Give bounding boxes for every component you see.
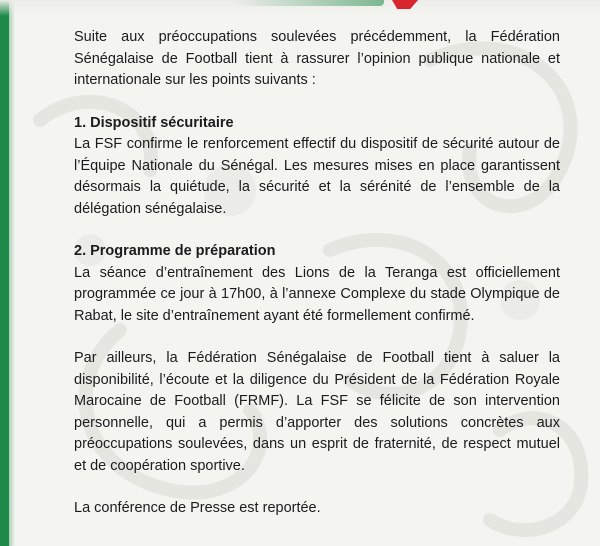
- top-green-accent: [234, 0, 384, 6]
- section-heading-preparation: 2. Programme de préparation: [74, 243, 276, 259]
- paragraph-spacer: [74, 327, 560, 348]
- section-heading-security: 1. Dispositif sécuritaire: [74, 114, 234, 131]
- final-note: La conférence de Presse est reportée.: [74, 500, 321, 516]
- closing-paragraph: Par ailleurs, la Fédération Sénégalaise de Football tient à saluer la disponibilité, l’écoute et la diligence du Président de la Fédération Royale Marocaine de Football (FRMF). La FSF se félicite de son intervention personnelle, qui a permis d’apporter des solutions concrètes aux préoccupations soulevées, dans un esprit de fraternité, de respect mutuel et de coopération sportive.: [74, 350, 560, 474]
- paragraph-spacer: [74, 220, 560, 241]
- press-release-body: [74, 27, 560, 520]
- intro-paragraph: Suite aux préoccupations soulevées précédemment, la Fédération Sénégalaise de Football tient à rassurer l’opinion publique nationale et internationale sur les points suivants :: [74, 29, 560, 88]
- paragraph-spacer: [74, 92, 560, 113]
- section-body-preparation: La séance d’entraînement des Lions de la Teranga est officiellement programmée ce jour à 17h00, à l’annexe Complexe du stade Olympique de Rabat, le site d’entraînement ayant été formellement confirmé.: [74, 264, 560, 324]
- section-body-security: La FSF confirme le renforcement effectif du dispositif de sécurité autour de l’Équipe Nationale du Sénégal. Les mesures mises en place garantissent désormais la quiétude, la sécurité et la sérénité de l’ensemble de la délégation sénégalaise.: [74, 136, 560, 217]
- paragraph-spacer: [74, 477, 560, 498]
